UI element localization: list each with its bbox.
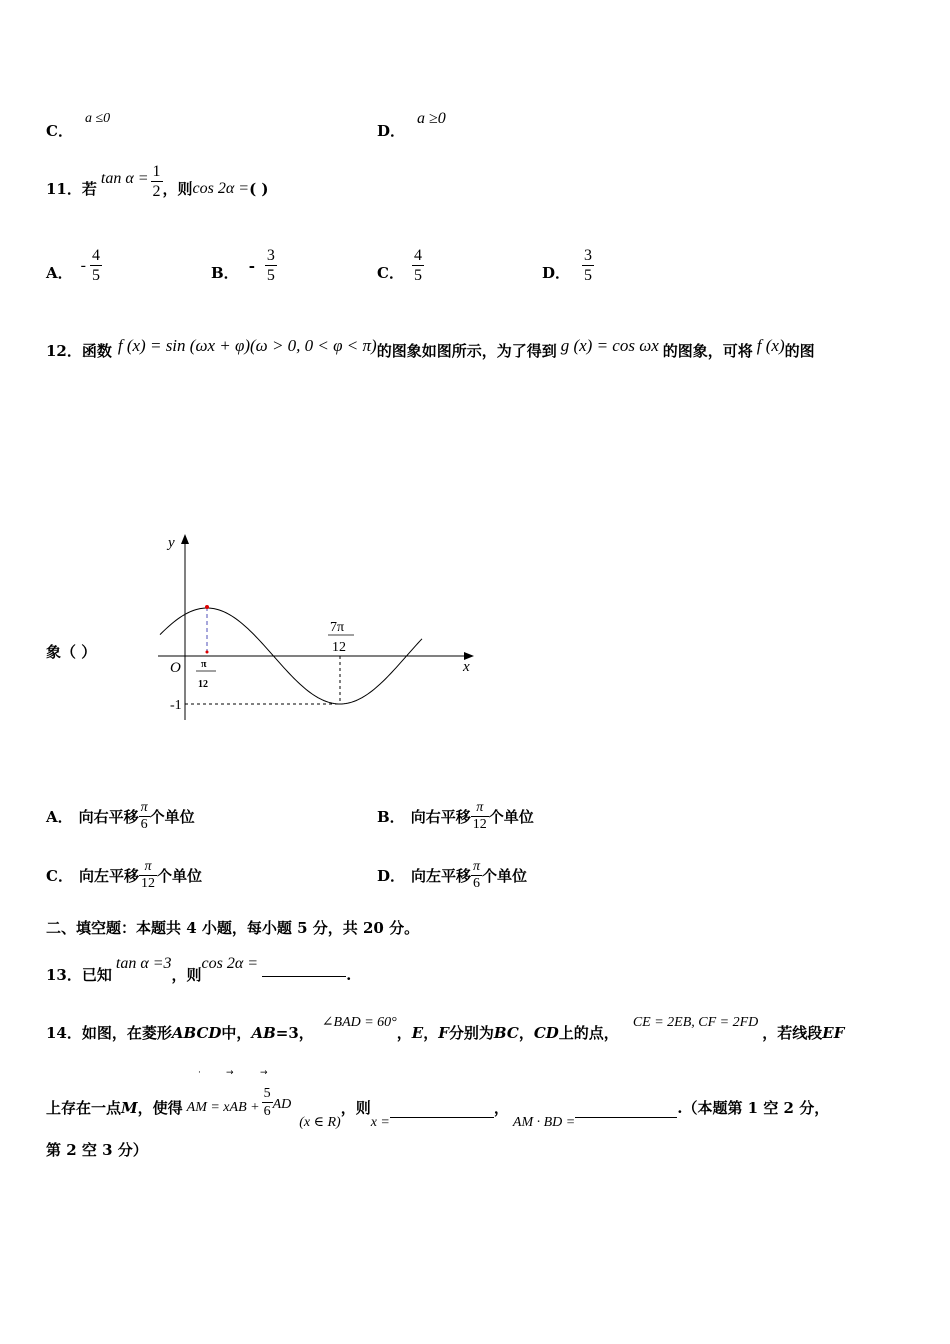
option-fraction xyxy=(471,800,489,833)
tick-7pi-12-den: 12 xyxy=(332,640,346,655)
denominator: 5 xyxy=(413,267,422,284)
option-fraction xyxy=(471,859,482,892)
denominator: 5 xyxy=(266,267,275,284)
question-text: ， xyxy=(423,1024,439,1042)
numerator: 4 xyxy=(91,247,100,264)
x-expr: x = xyxy=(370,1114,390,1130)
option-expr: a ≤0 xyxy=(84,110,111,126)
sine-graph xyxy=(150,528,480,728)
option-label: D． xyxy=(377,867,406,885)
question-number: 12．函数 xyxy=(46,342,112,360)
answer-blank-1[interactable] xyxy=(390,1087,494,1118)
question-14-line-2 xyxy=(46,1074,829,1131)
question-text: 中， xyxy=(221,1024,252,1042)
option-text: 向右平移 xyxy=(410,808,471,826)
vector-arrow-marks xyxy=(196,1068,286,1076)
numerator: 5 xyxy=(263,1086,271,1101)
option-label: D． xyxy=(542,264,571,282)
tick-7pi-12-num: 7π xyxy=(330,620,345,635)
option-fraction xyxy=(139,859,157,892)
x-axis-label: x xyxy=(463,659,470,675)
question-number: 13．已知 xyxy=(46,966,112,984)
question-end: . xyxy=(346,965,352,984)
g-expr: g (x) = cos ωx xyxy=(560,335,659,355)
option-text: 向左平移 xyxy=(411,867,472,885)
question-text: ，则 xyxy=(162,180,193,198)
numerator: π xyxy=(139,859,157,876)
tick-pi-12-num: π xyxy=(201,659,207,670)
origin-label: O xyxy=(170,660,181,676)
question-11 xyxy=(46,162,268,201)
ratio-expr: CE = 2EB, CF = 2FD xyxy=(632,1014,759,1030)
denominator: 5 xyxy=(91,267,100,284)
option-fraction xyxy=(90,246,102,285)
q12-option-a xyxy=(46,800,195,833)
numerator: 1 xyxy=(152,163,161,180)
point-e: E xyxy=(411,1023,424,1042)
vector-ad: AD xyxy=(272,1096,292,1112)
max-point xyxy=(205,605,209,609)
question-13 xyxy=(46,942,351,985)
question-text: .（本题第 1 空 2 分， xyxy=(677,1099,830,1117)
option-text: 个单位 xyxy=(488,808,534,826)
q11-option-b xyxy=(211,246,277,285)
answer-blank-2[interactable] xyxy=(575,1087,677,1118)
denominator: 6 xyxy=(473,876,481,891)
option-label: A． xyxy=(46,264,73,282)
vector-expr: AM = xAB + xyxy=(186,1099,260,1115)
option-fraction xyxy=(265,246,277,285)
option-label: C． xyxy=(46,867,73,885)
segment-bc: BC xyxy=(493,1023,519,1042)
tan-expr: tan α =3 xyxy=(115,954,172,972)
option-text: 向左平移 xyxy=(78,867,139,885)
denominator: 12 xyxy=(140,876,155,891)
option-label: D． xyxy=(377,122,406,140)
q11-option-c xyxy=(377,246,424,285)
question-text: 的图象如图所示，为了得到 xyxy=(376,342,557,360)
question-text: 上的点， xyxy=(558,1024,619,1042)
denominator: 5 xyxy=(584,267,593,284)
vector-arrow-icon: → xyxy=(226,1068,234,1078)
question-text: =3， xyxy=(275,1024,314,1042)
f-expr: f (x) = sin (ωx + φ)(ω > 0, 0 < φ < π) xyxy=(117,335,377,355)
vector-fraction xyxy=(262,1085,273,1120)
option-text: 个单位 xyxy=(149,808,195,826)
question-text: ， xyxy=(518,1024,534,1042)
question-text: 的图 xyxy=(784,342,815,360)
cos-expr: cos 2α = xyxy=(192,179,250,197)
numerator: π xyxy=(140,800,148,815)
question-text: ，则 xyxy=(171,966,202,984)
option-fraction xyxy=(139,800,150,833)
question-number: 14．如图，在菱形 xyxy=(46,1024,172,1042)
q12-option-c xyxy=(46,859,202,892)
question-text: 上存在一点 xyxy=(46,1099,122,1117)
numerator: 4 xyxy=(413,247,422,264)
vector-dot-mark: · xyxy=(198,1068,201,1078)
numerator: 3 xyxy=(266,247,275,264)
condition-expr: (x ∈ R) xyxy=(299,1115,341,1130)
min-value-label: -1 xyxy=(170,698,182,713)
question-text: ， xyxy=(493,1099,509,1117)
angle-expr: ∠BAD = 60° xyxy=(321,1015,397,1030)
option-label: C． xyxy=(46,122,73,140)
y-axis-arrow xyxy=(181,534,189,544)
option-label: A． xyxy=(46,808,73,826)
option-fraction xyxy=(412,246,424,285)
question-14-line-1 xyxy=(46,1004,844,1043)
numerator: π xyxy=(471,800,489,817)
question-12-continued: 象（ ） xyxy=(46,643,97,661)
question-number: 11．若 xyxy=(46,180,97,198)
question-12 xyxy=(46,330,815,361)
vector-arrow-icon: → xyxy=(260,1068,268,1078)
denominator: 6 xyxy=(263,1104,271,1119)
q11-option-a xyxy=(46,246,102,285)
option-sign: - xyxy=(248,256,255,275)
answer-blank[interactable] xyxy=(262,950,346,977)
f-expr-2: f (x) xyxy=(756,335,785,355)
tan-expr: tan α = xyxy=(100,169,149,187)
question-text: ， xyxy=(396,1024,412,1042)
segment-cd: CD xyxy=(533,1023,559,1042)
option-text: 向右平移 xyxy=(78,808,139,826)
answer-paren: ( ) xyxy=(249,179,269,198)
question-14-line-3: 第 2 空 3 分） xyxy=(46,1141,148,1159)
question-text: 的图象，可将 xyxy=(662,342,753,360)
zero-point xyxy=(206,651,209,654)
option-expr: a ≥0 xyxy=(417,109,446,127)
denominator: 6 xyxy=(140,817,148,832)
fraction xyxy=(151,162,163,201)
option-sign: - xyxy=(80,256,86,274)
option-label: B． xyxy=(211,264,239,282)
q11-option-d xyxy=(542,246,594,285)
option-fraction xyxy=(582,246,594,285)
question-text: 分别为 xyxy=(448,1024,494,1042)
segment-ab: AB xyxy=(251,1023,276,1042)
option-text: 个单位 xyxy=(156,867,202,885)
rhombus-name: ABCD xyxy=(171,1023,222,1042)
question-text: ，则 xyxy=(340,1099,371,1117)
segment-ef: EF xyxy=(822,1023,845,1042)
dot-product-expr: AM · BD = xyxy=(512,1114,576,1130)
section-heading: 二、填空题：本题共 4 小题，每小题 5 分，共 20 分。 xyxy=(46,919,420,937)
option-label: B． xyxy=(377,808,405,826)
q10-option-c xyxy=(46,106,110,141)
numerator: π xyxy=(473,859,481,874)
option-text: 个单位 xyxy=(482,867,528,885)
tick-pi-12-den: 12 xyxy=(198,679,208,690)
q12-option-b xyxy=(377,800,534,833)
cos-expr: cos 2α = xyxy=(201,954,259,972)
point-m: M xyxy=(121,1098,138,1117)
option-label: C． xyxy=(377,264,404,282)
q12-option-d xyxy=(377,859,527,892)
q10-option-d xyxy=(377,106,446,141)
question-text: ，使得 xyxy=(137,1099,183,1117)
denominator: 2 xyxy=(152,183,161,200)
denominator: 12 xyxy=(472,817,487,832)
point-f: F xyxy=(438,1023,449,1042)
question-text: ，若线段 xyxy=(762,1024,823,1042)
numerator: 3 xyxy=(584,247,593,264)
y-axis-label: y xyxy=(168,535,175,551)
